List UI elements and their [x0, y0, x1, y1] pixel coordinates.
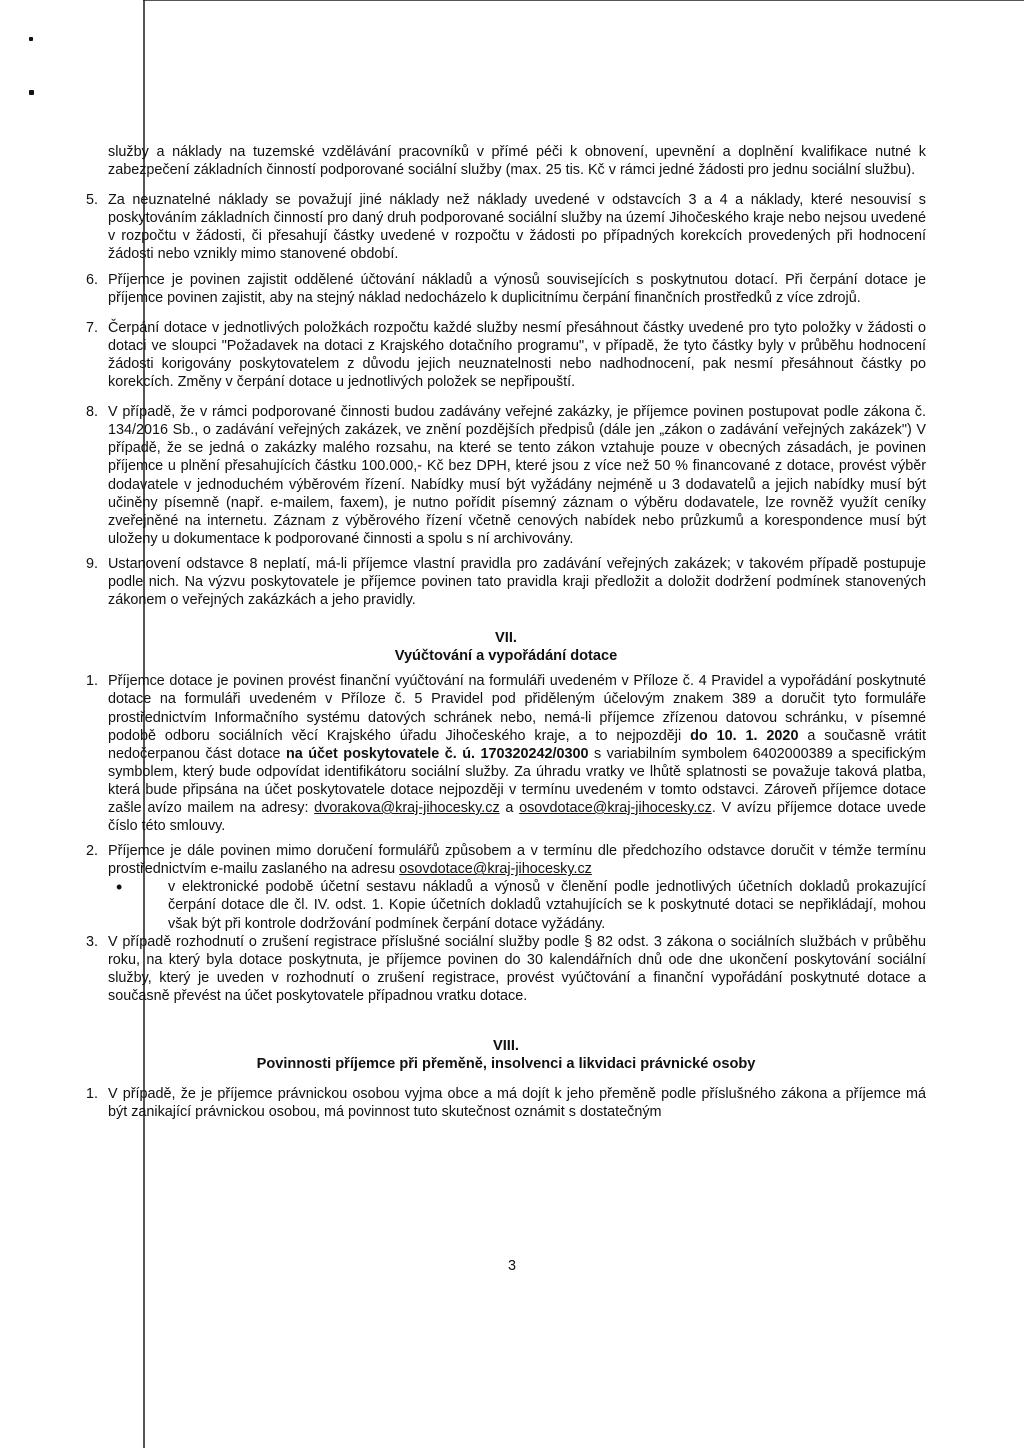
- scan-speck: [29, 37, 33, 41]
- item-number: 9.: [86, 555, 99, 572]
- item-text: V případě, že v rámci podporované činnosti budou zadávány veřejné zakázky, je příjemce povinen postupovat podle zákona č. 134/2016 Sb., o zadávání veřejných zakázek, ve znění pozdějších předpisů (dále jen „zákon o zadávání veřejných zakázek") V případě, že se jedná o zakázky malého rozsahu, na které se tento zákon vztahuje pouze v obecných zásadách, je povinen příjemce u plnění přesahujících částku 100.000,- Kč bez DPH, které jsou z více než 50 % financované z dotace, provést výběr dodavatele v jednoduchém výběrovém řízení. Nabídky musí být vyžádány nejméně u 3 dodavatelů a jejich nabídky musí být učiněny písemně (např. e-mailem, faxem), je nutno pořídit písemný záznam o výběru dodavatele, lze rovněž využít ceníky zveřejněné na internetu. Záznam z výběrového řízení včetně cenových nabídek nebo průzkumů a korespondence musí být uloženy u dokumentace k podporované činnosti a spolu s ní archivovány.: [108, 404, 926, 547]
- item-number: 1.: [86, 673, 99, 690]
- deadline-date: do 10. 1. 2020: [690, 727, 799, 744]
- document-body: [86, 143, 926, 1121]
- list-item: [86, 842, 926, 878]
- item-number: 8.: [86, 404, 99, 421]
- list-item: [86, 1085, 926, 1121]
- item-text: . V avízu příjemce dotace uvede číslo této smlouvy.: [108, 800, 926, 835]
- item-text: s variabilním symbolem 6402000389 a specifickým symbolem, který bude odpovídat identifikátoru sociální služby. Za úhradu vratky ve lhůtě splatnosti se považuje taková platba, která bude připsána na účet poskytovatele dotace nejpozději v termínu uvedeném v tomto odstavci. Zároveň příjemce dotace zašle avízo mailem na adresy:: [108, 745, 926, 816]
- section-number: VII.: [495, 630, 517, 647]
- spacer: [86, 665, 926, 672]
- list-item: [86, 319, 926, 391]
- item-text: Čerpání dotace v jednotlivých položkách rozpočtu každé služby nesmí přesáhnout částky uvedené pro tyto položky v žádosti o dotaci ve sloupci "Požadavek na dotaci z Krajského dotačního programu", v případě, že tyto částky byly v průběhu hodnocení žádosti korigovány poskytovatelem z důvodu jejich neuznatelnosti nebo nadhodnocení, pak nesmí přesáhnout částky po korekcích. Změny v čerpání dotace u jednotlivých položek se nepřipouští.: [108, 319, 926, 391]
- bullet-item: [86, 878, 926, 932]
- item-number: 6.: [86, 271, 99, 288]
- item-text: a: [499, 800, 520, 816]
- list-item: [86, 271, 926, 307]
- email-link[interactable]: dvorakova@kraj-jihocesky.cz: [314, 800, 500, 816]
- spacer: [86, 307, 926, 319]
- section-number: VIII.: [493, 1038, 519, 1055]
- scan-speck: [29, 90, 34, 95]
- page-number: 3: [507, 1258, 516, 1274]
- paragraph-continuation: [86, 143, 926, 179]
- spacer: [86, 548, 926, 555]
- paragraph-text: služby a náklady na tuzemské vzdělávání pracovníků v přímé péči k obnovení, upevnění a doplnění kvalifikace nutné k zabezpečení základních činností podporované sociální služby (max. 25 tis. Kč v rámci jedné žádosti pro jednu sociální službu).: [108, 144, 926, 179]
- item-text: a současně vrátit nedočerpanou část dotace: [108, 727, 926, 762]
- item-number: 3.: [86, 933, 99, 950]
- spacer: [86, 179, 926, 191]
- list-item: [86, 403, 926, 548]
- list-item: [86, 191, 926, 263]
- spacer: [86, 1073, 926, 1085]
- item-text: V případě, že je příjemce právnickou osobou vyjma obce a má dojít k jeho přeměně podle příslušného zákona a příjemce má být zanikající právnickou osobou, má povinnost tuto skutečnost oznámit s dostatečným: [108, 1086, 926, 1121]
- bullet-text: v elektronické podobě účetní sestavu nákladů a výnosů v členění podle jednotlivých účetních dokladů prokazující čerpání dotace dle čl. IV. odst. 1. Kopie účetních dokladů vztahujících se k poskytnuté dotaci se nepřikládají, mohou však být při kontrole dodržování podmínek čerpání dotace vyžádány.: [168, 879, 926, 932]
- spacer: [86, 835, 926, 842]
- section-title: Povinnosti příjemce při přeměně, insolvenci a likvidaci právnické osoby: [256, 1056, 756, 1073]
- item-text: V případě rozhodnutí o zrušení registrace příslušné sociální služby podle § 82 odst. 3 zákona o sociálních službách v průběhu roku, na který byla dotace poskytnuta, je příjemce povinen do 30 kalendářních dnů ode dne ukončení poskytování sociální služby, který je uveden v rozhodnutí o zrušení registrace, provést vyúčtování a finanční vypořádání poskytnuté dotace a současně převést na účet poskytovatele případnou vratku dotace.: [108, 933, 926, 1004]
- item-number: 7.: [86, 319, 99, 336]
- item-number: 2.: [86, 843, 99, 860]
- bullet-icon: •: [116, 877, 123, 898]
- item-text: Příjemce dotace je povinen provést finanční vyúčtování na formuláři uvedeném v Příloze č. 4 Pravidel a vypořádání poskytnuté dotace na formuláři uvedeném v Příloze č. 5 Pravidel pod přiděleným účelovým znakem 389 a doručit tyto formuláře prostřednictvím Informačního systému datových schránek nebo, nemá-li příjemce zřízenou datovou schránku, v písemné podobě odboru sociálních věcí Krajského úřadu Jihočeského kraje, a to nejpozději: [108, 673, 926, 744]
- item-number: 1.: [86, 1086, 99, 1103]
- list-item: [86, 933, 926, 1005]
- account-number: na účet poskytovatele č. ú. 170320242/0300: [286, 745, 589, 762]
- item-text: Příjemce je dále povinen mimo doručení formulářů způsobem a v termínu dle předchozího odstavce doručit v témže termínu prostřednictvím e-mailu zaslaného na adresu: [108, 843, 926, 878]
- item-text: Za neuznatelné náklady se považují jiné náklady než náklady uvedené v odstavcích 3 a 4 a náklady, které nesouvisí s poskytováním základních činností pro daný druh podporované sociální služby na území Jihočeského kraje nebo nejsou uvedené v rozpočtu v žádosti, či přesahují částky uvedené v rozpočtu v žádosti po případných korekcích provedených při hodnocení žádosti nebo vznikly mimo stanovené období.: [108, 192, 926, 263]
- spacer: [86, 391, 926, 403]
- spacer: [86, 264, 926, 271]
- email-link[interactable]: osovdotace@kraj-jihocesky.cz: [519, 800, 712, 816]
- scan-top-edge: [143, 0, 1024, 1]
- list-item: [86, 672, 926, 835]
- item-text: Ustanovení odstavce 8 neplatí, má-li příjemce vlastní pravidla pro zadávání veřejných zakázek; v takovém případě postupuje podle nich. Na výzvu poskytovatele je příjemce povinen tato pravidla kraji předložit a doložit dodržení podmínek stanovených zákonem o veřejných zakázkách a jeho pravidly.: [108, 555, 926, 609]
- section-title: Vyúčtování a vypořádání dotace: [394, 648, 618, 665]
- item-number: 5.: [86, 192, 99, 209]
- list-item: [86, 555, 926, 609]
- email-link[interactable]: osovdotace@kraj-jihocesky.cz: [399, 861, 592, 878]
- item-text: Příjemce je povinen zajistit oddělené účtování nákladů a výnosů souvisejících s poskytnutou dotací. Při čerpání dotace je příjemce povinen zajistit, aby na stejný náklad nedocházelo k duplicitnímu čerpání finančních prostředků z více zdrojů.: [108, 271, 926, 306]
